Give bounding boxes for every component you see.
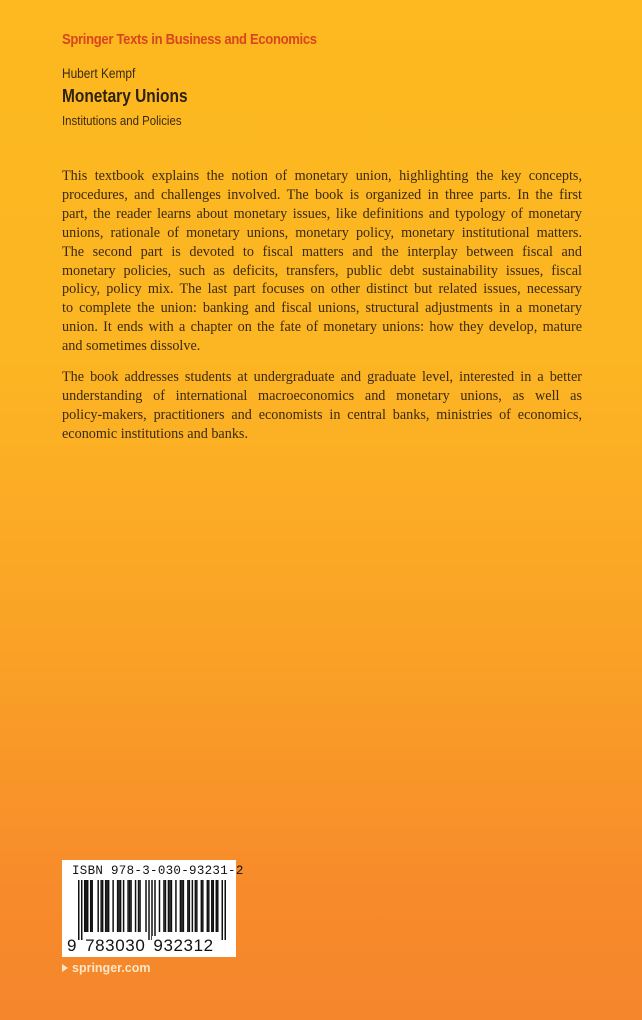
text-line: unions, rationale of monetary unions, monetary policy, monetary institutional matters. (62, 224, 582, 241)
isbn-barcode (62, 860, 244, 957)
ean-number (66, 936, 215, 956)
ean-group-2: 932312 (153, 936, 214, 955)
text-line: monetary policies, such as deficits, transfers, public debt sustainability issues, fiscal (62, 262, 582, 279)
barcode-bars-icon (78, 880, 226, 940)
text-line: to complete the union: banking and fiscal unions, structural adjustments in a monetary (62, 300, 582, 317)
text-line: This textbook explains the notion of monetary union, highlighting the key concepts, (62, 168, 582, 184)
text-line: part, the reader learns about monetary issues, like definitions and typology of monetary (62, 205, 582, 222)
springer-link-label: springer.com (72, 961, 151, 975)
author-name: Hubert Kempf (62, 66, 136, 81)
ean-group-1: 783030 (85, 936, 146, 955)
book-description (62, 167, 582, 456)
ean-first-digit: 9 (67, 936, 78, 955)
text-line: and sometimes dissolve. (62, 338, 201, 355)
description-paragraph-1 (62, 167, 582, 356)
triangle-right-icon (62, 964, 68, 972)
text-line: policy, policy mix. The last part focuses on other distinct but related issues, necessary (62, 281, 582, 298)
text-line: understanding of international macroeconomics and monetary unions, as well as (62, 387, 582, 404)
text-line: policy-makers, practitioners and economists in central banks, ministries of economics, (62, 406, 582, 423)
text-line: union. It ends with a chapter on the fate of monetary unions: how they develop, mature (62, 319, 582, 336)
series-name: Springer Texts in Business and Economics (62, 32, 317, 48)
text-line: The second part is devoted to fiscal matters and the interplay between fiscal and (62, 243, 582, 260)
book-title: Monetary Unions (62, 86, 188, 106)
description-paragraph-2 (62, 368, 582, 444)
springer-website-link[interactable] (62, 961, 151, 975)
text-line: economic institutions and banks. (62, 425, 248, 442)
book-subtitle: Institutions and Policies (62, 113, 182, 128)
isbn-label: ISBN 978-3-030-93231-2 (72, 864, 244, 878)
text-line: procedures, and challenges involved. The book is organized in three parts. In the first (62, 186, 582, 203)
text-line: The book addresses students at undergraduate and graduate level, interested in a better (62, 369, 582, 386)
